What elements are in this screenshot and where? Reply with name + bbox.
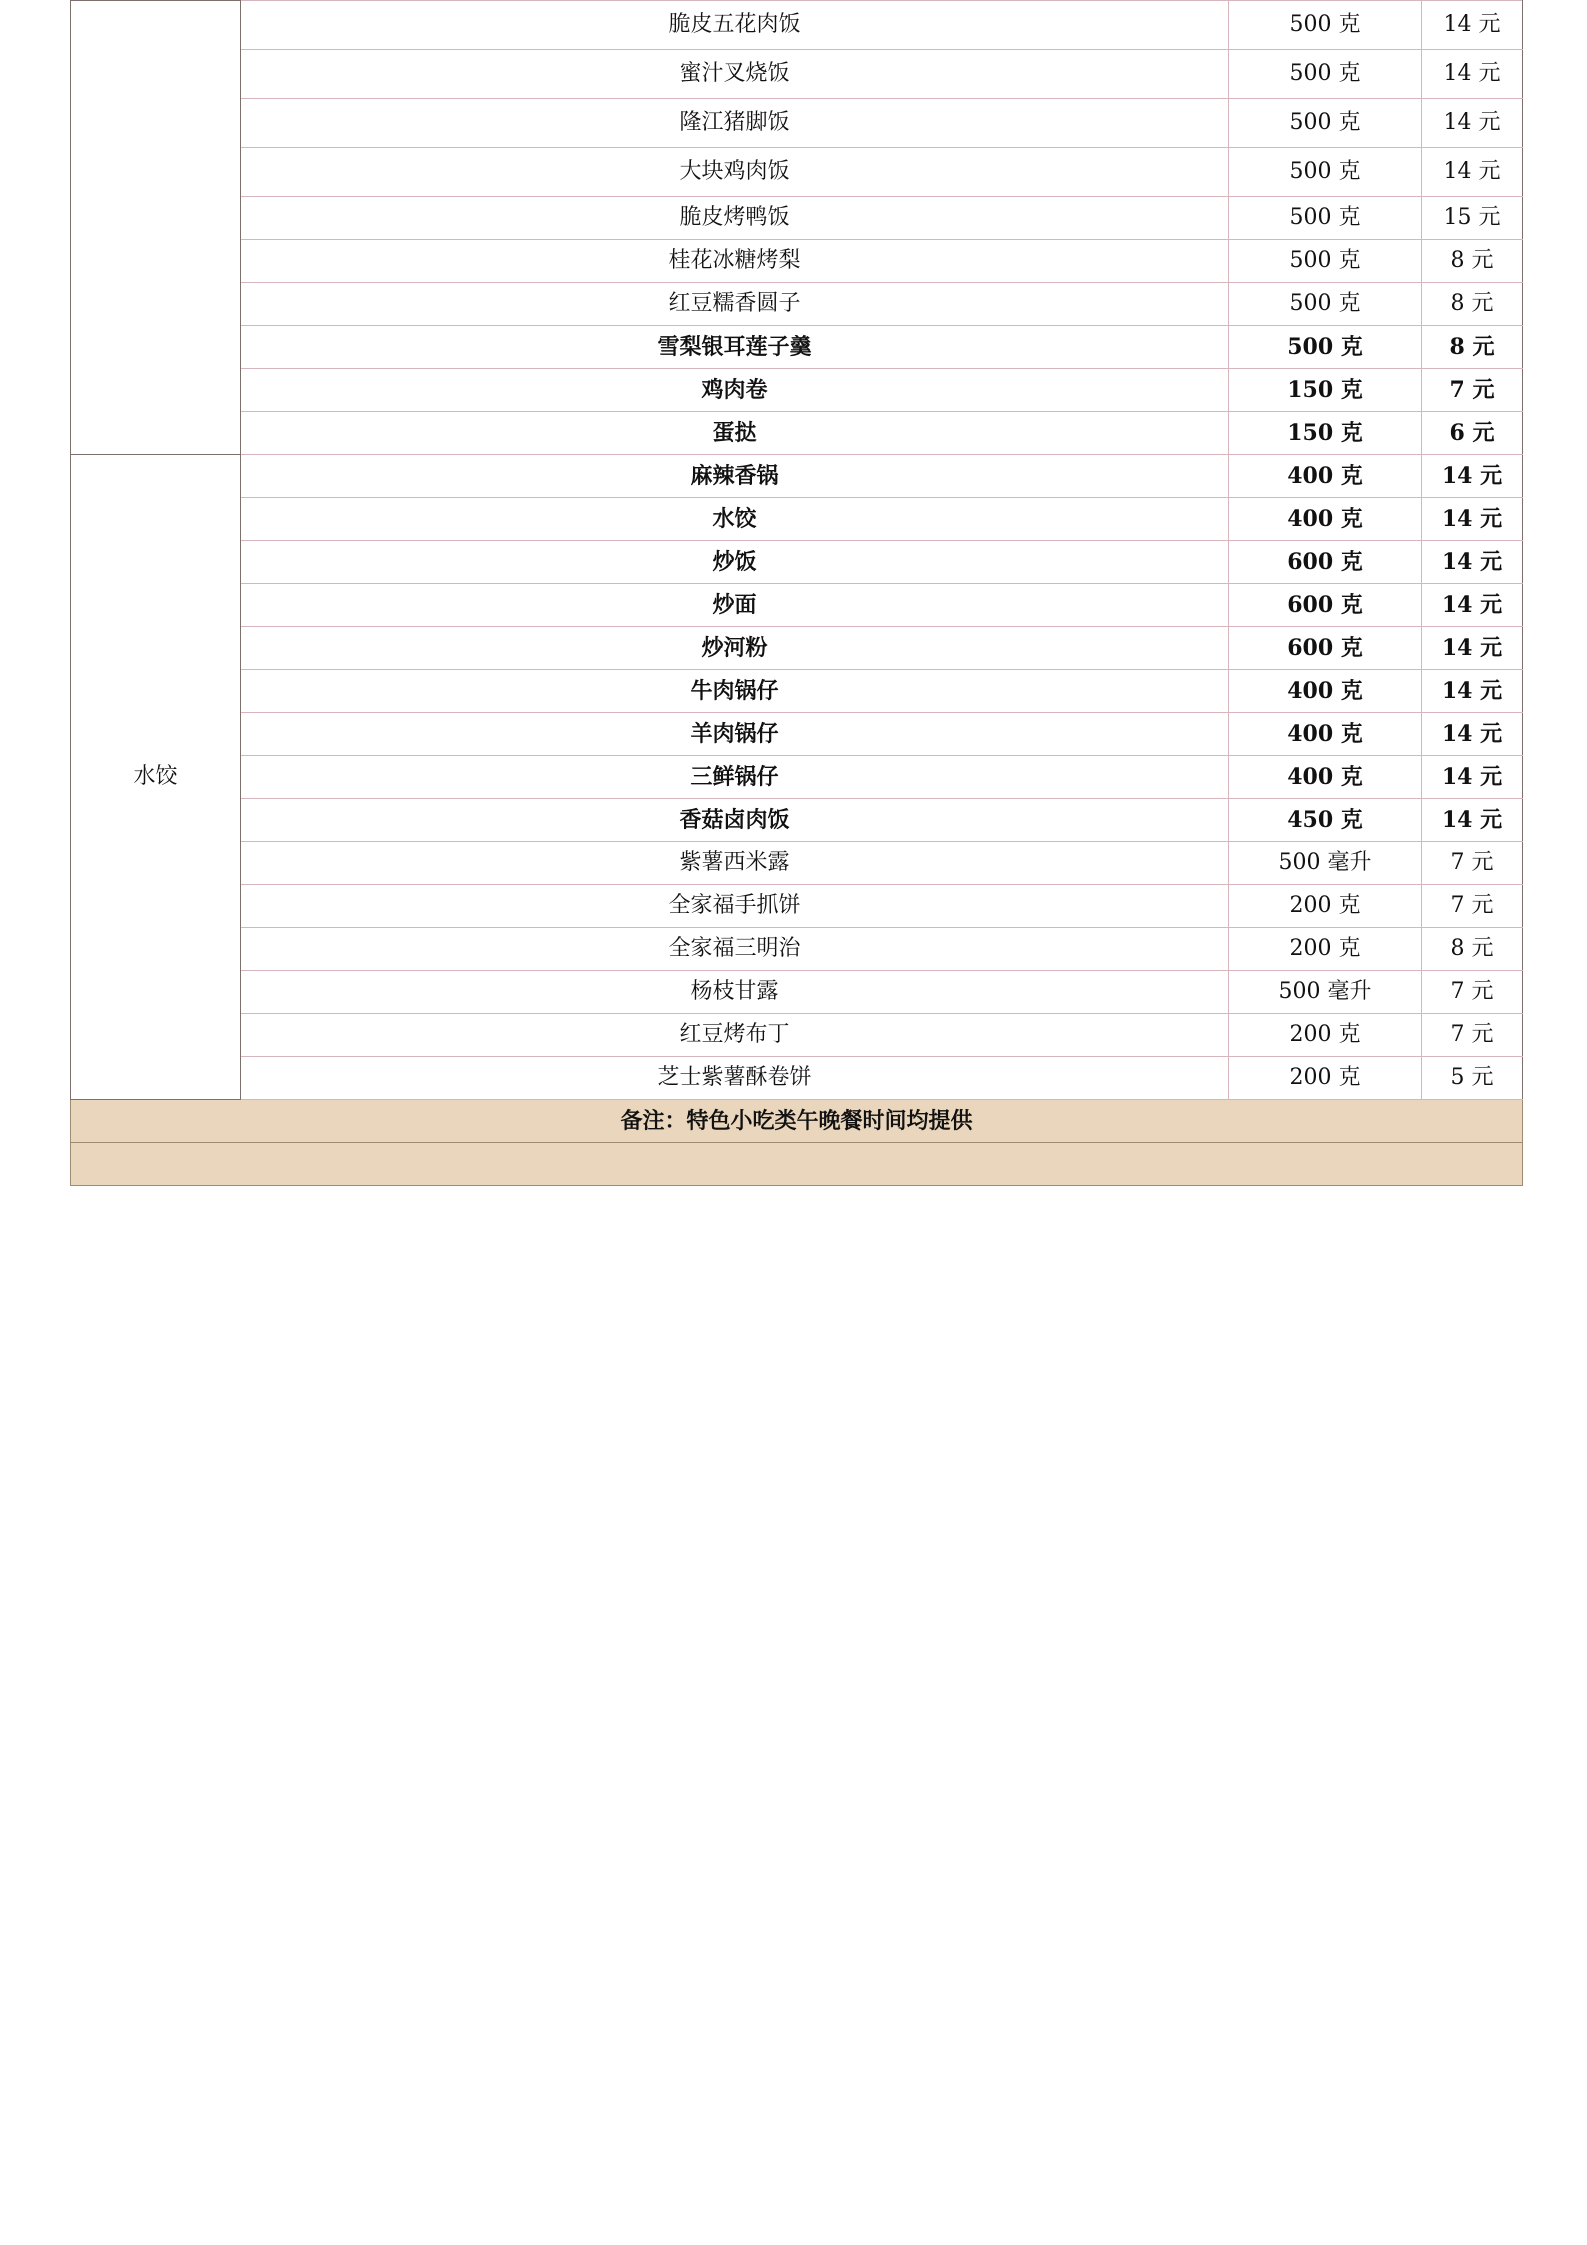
dish-price: 14 元 [1422, 1, 1523, 50]
menu-row [71, 283, 1523, 326]
dish-name: 羊肉锅仔 [241, 713, 1229, 756]
dish-price: 14 元 [1422, 99, 1523, 148]
dish-price: 14 元 [1422, 50, 1523, 99]
menu-row [71, 670, 1523, 713]
dish-weight: 400 克 [1229, 756, 1422, 799]
dish-weight: 600 克 [1229, 627, 1422, 670]
dish-price: 14 元 [1422, 627, 1523, 670]
dish-weight: 600 克 [1229, 541, 1422, 584]
dish-weight: 500 毫升 [1229, 971, 1422, 1014]
dish-name: 炒面 [241, 584, 1229, 627]
category-cell [71, 1, 241, 455]
dish-name: 全家福手抓饼 [241, 885, 1229, 928]
dish-weight: 600 克 [1229, 584, 1422, 627]
dish-weight: 500 克 [1229, 326, 1422, 369]
dish-name: 炒饭 [241, 541, 1229, 584]
dish-weight: 500 克 [1229, 50, 1422, 99]
blank-footer-cell [71, 1143, 1523, 1186]
note-row [71, 1100, 1523, 1143]
dish-name: 芝士紫薯酥卷饼 [241, 1057, 1229, 1100]
dish-name: 桂花冰糖烤梨 [241, 240, 1229, 283]
dish-weight: 200 克 [1229, 928, 1422, 971]
dish-weight: 500 毫升 [1229, 842, 1422, 885]
menu-row [71, 50, 1523, 99]
menu-row [71, 1, 1523, 50]
dish-name: 隆江猪脚饭 [241, 99, 1229, 148]
blank-footer-row [71, 1143, 1523, 1186]
menu-row [71, 99, 1523, 148]
dish-weight: 400 克 [1229, 713, 1422, 756]
dish-name: 三鲜锅仔 [241, 756, 1229, 799]
dish-name: 红豆糯香圆子 [241, 283, 1229, 326]
dish-name: 蜜汁叉烧饭 [241, 50, 1229, 99]
dish-weight: 500 克 [1229, 197, 1422, 240]
dish-weight: 500 克 [1229, 1, 1422, 50]
menu-row [71, 498, 1523, 541]
dish-price: 14 元 [1422, 584, 1523, 627]
dish-price: 5 元 [1422, 1057, 1523, 1100]
dish-weight: 500 克 [1229, 240, 1422, 283]
dish-price: 6 元 [1422, 412, 1523, 455]
dish-price: 14 元 [1422, 713, 1523, 756]
menu-row [71, 326, 1523, 369]
dish-price: 7 元 [1422, 1014, 1523, 1057]
note-text: 备注：特色小吃类午晚餐时间均提供 [71, 1100, 1523, 1143]
dish-name: 大块鸡肉饭 [241, 148, 1229, 197]
dish-price: 8 元 [1422, 326, 1523, 369]
dish-weight: 450 克 [1229, 799, 1422, 842]
dish-price: 14 元 [1422, 455, 1523, 498]
dish-name: 水饺 [241, 498, 1229, 541]
menu-row [71, 455, 1523, 498]
dish-name: 蛋挞 [241, 412, 1229, 455]
dish-name: 鸡肉卷 [241, 369, 1229, 412]
menu-row [71, 971, 1523, 1014]
dish-price: 8 元 [1422, 240, 1523, 283]
dish-price: 14 元 [1422, 148, 1523, 197]
menu-row [71, 928, 1523, 971]
dish-name: 香菇卤肉饭 [241, 799, 1229, 842]
dish-weight: 200 克 [1229, 1014, 1422, 1057]
menu-row [71, 240, 1523, 283]
dish-weight: 150 克 [1229, 369, 1422, 412]
dish-name: 脆皮五花肉饭 [241, 1, 1229, 50]
dish-name: 红豆烤布丁 [241, 1014, 1229, 1057]
dish-price: 7 元 [1422, 369, 1523, 412]
dish-name: 脆皮烤鸭饭 [241, 197, 1229, 240]
menu-row [71, 799, 1523, 842]
dish-weight: 400 克 [1229, 498, 1422, 541]
menu-row [71, 541, 1523, 584]
dish-price: 14 元 [1422, 670, 1523, 713]
dish-weight: 500 克 [1229, 99, 1422, 148]
menu-row [71, 756, 1523, 799]
menu-row [71, 369, 1523, 412]
menu-row [71, 627, 1523, 670]
menu-table [70, 0, 1523, 1186]
dish-name: 炒河粉 [241, 627, 1229, 670]
menu-row [71, 412, 1523, 455]
dish-weight: 400 克 [1229, 670, 1422, 713]
dish-weight: 200 克 [1229, 885, 1422, 928]
dish-price: 14 元 [1422, 541, 1523, 584]
dish-price: 14 元 [1422, 756, 1523, 799]
dish-weight: 500 克 [1229, 148, 1422, 197]
dish-weight: 150 克 [1229, 412, 1422, 455]
dish-name: 牛肉锅仔 [241, 670, 1229, 713]
dish-weight: 200 克 [1229, 1057, 1422, 1100]
menu-row [71, 1057, 1523, 1100]
dish-name: 雪梨银耳莲子羹 [241, 326, 1229, 369]
dish-price: 7 元 [1422, 885, 1523, 928]
dish-price: 7 元 [1422, 842, 1523, 885]
dish-price: 14 元 [1422, 799, 1523, 842]
dish-weight: 400 克 [1229, 455, 1422, 498]
dish-price: 7 元 [1422, 971, 1523, 1014]
dish-name: 紫薯西米露 [241, 842, 1229, 885]
category-cell: 水饺 [71, 455, 241, 1100]
menu-row [71, 885, 1523, 928]
dish-name: 全家福三明治 [241, 928, 1229, 971]
dish-name: 杨枝甘露 [241, 971, 1229, 1014]
menu-row [71, 148, 1523, 197]
menu-row [71, 584, 1523, 627]
dish-price: 8 元 [1422, 928, 1523, 971]
menu-row [71, 197, 1523, 240]
dish-weight: 500 克 [1229, 283, 1422, 326]
dish-price: 14 元 [1422, 498, 1523, 541]
menu-row [71, 713, 1523, 756]
menu-body [71, 1, 1523, 1186]
menu-row [71, 842, 1523, 885]
dish-name: 麻辣香锅 [241, 455, 1229, 498]
menu-row [71, 1014, 1523, 1057]
dish-price: 8 元 [1422, 283, 1523, 326]
dish-price: 15 元 [1422, 197, 1523, 240]
